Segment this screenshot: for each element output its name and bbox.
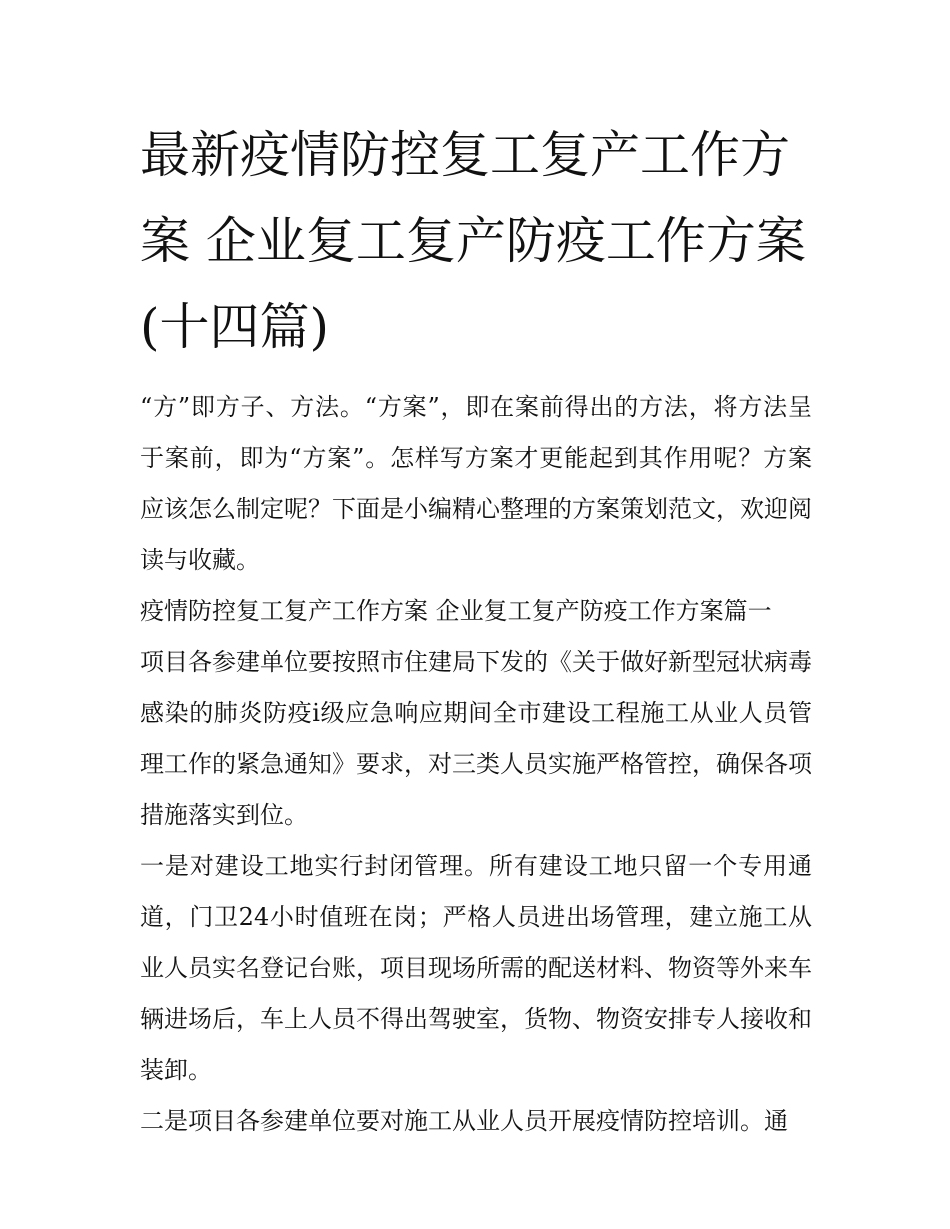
document-page <box>140 112 812 1147</box>
body-paragraph: 项目各参建单位要按照市住建局下发的《关于做好新型冠状病毒感染的肺炎防疫ⅰ级应急响应期间全市建设工程施工从业人员管理工作的紧急通知》要求，对三类人员实施严格管控，确保各项措施落实到位。 <box>140 648 812 829</box>
document-body <box>140 382 812 1147</box>
section-heading: 疫情防控复工复产工作方案 企业复工复产防疫工作方案篇一 <box>140 597 772 625</box>
intro-paragraph: “方”即方子、方法。“方案”，即在案前得出的方法，将方法呈于案前，即为“方案”。怎样写方案才更能起到其作用呢？方案应该怎么制定呢？下面是小编精心整理的方案策划范文，欢迎阅读与收藏。 <box>140 393 812 574</box>
body-paragraph: 一是对建设工地实行封闭管理。所有建设工地只留一个专用通道，门卫24小时值班在岗；严格人员进出场管理，建立施工从业人员实名登记台账，项目现场所需的配送材料、物资等外来车辆进场后，车上人员不得出驾驶室，货物、物资安排专人接收和装卸。 <box>140 852 812 1084</box>
document-title: 最新疫情防控复工复产工作方案 企业复工复产防疫工作方案(十四篇) <box>140 126 806 356</box>
body-paragraph: 二是项目各参建单位要对施工从业人员开展疫情防控培训。通 <box>140 1107 788 1135</box>
